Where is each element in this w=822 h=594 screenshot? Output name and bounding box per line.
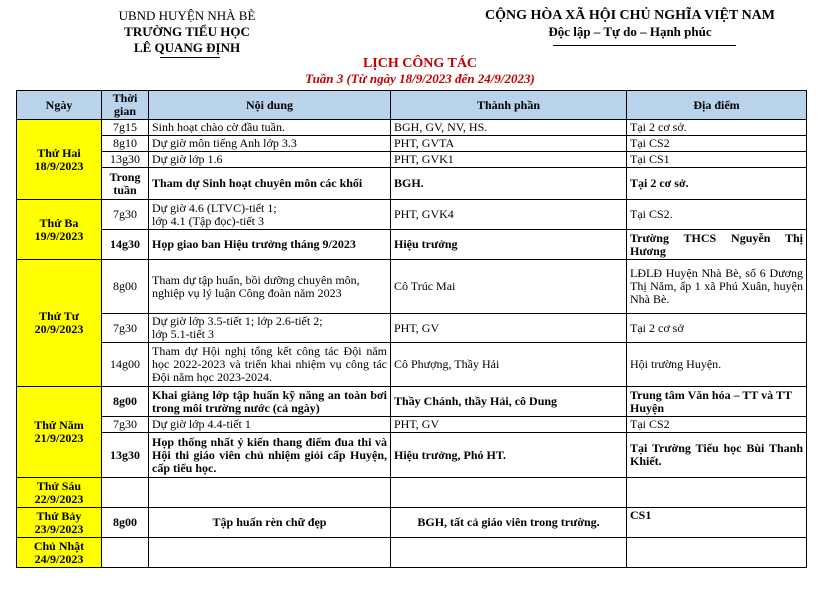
table-row (17, 136, 807, 152)
participants-cell: Hiệu trưởng, Phó HT. (391, 433, 627, 478)
table-row (17, 433, 807, 478)
time-cell: 8g00 (102, 387, 149, 417)
time-cell: 7g30 (102, 417, 149, 433)
col-header-location: Địa điểm (627, 91, 807, 120)
district-name: UBND HUYỆN NHÀ BÈ (118, 8, 256, 23)
content-cell: Dự giờ lớp 1.6 (149, 152, 391, 168)
time-cell: 7g15 (102, 120, 149, 136)
table-row (17, 230, 807, 260)
col-header-participants: Thành phần (391, 91, 627, 120)
time-cell: 8g00 (102, 260, 149, 314)
day-date: 20/9/2023 (34, 322, 84, 336)
time-cell: Trong tuần (102, 168, 149, 200)
participants-cell: Cô Trúc Mai (391, 260, 627, 314)
time-cell: 8g10 (102, 136, 149, 152)
document-title: LỊCH CÔNG TÁC (362, 56, 478, 71)
content-cell: Sinh hoạt chào cờ đầu tuần. (149, 120, 391, 136)
content-cell: Họp thống nhất ý kiến thang điểm đua thi và Hội thi giáo viên chủ nhiệm giỏi cấp Huyện, cấp tiểu học. (149, 433, 391, 478)
organization-block (92, 8, 282, 56)
location-cell: CS1 (627, 508, 807, 538)
participants-cell: PHT, GVK1 (391, 152, 627, 168)
document-week: Tuần 3 (Từ ngày 18/9/2023 đến 24/9/2023) (305, 71, 535, 86)
day-date: 21/9/2023 (34, 431, 84, 445)
location-cell: Hội trường Huyện. (627, 343, 807, 387)
schedule-table (16, 90, 807, 568)
content-cell: Tham dự Hội nghị tổng kết công tác Đội năm học 2022-2023 và triển khai nhiệm vụ công tác Đội năm học 2023-2024. (149, 343, 391, 387)
content-cell: Tham dự Sinh hoạt chuyên môn các khối (149, 168, 391, 200)
content-cell: Tham dự tập huấn, bồi dưỡng chuyên môn, nghiệp vụ lý luận Công đoàn năm 2023 (149, 260, 391, 314)
day-date: 23/9/2023 (34, 521, 84, 536)
time-cell (102, 538, 149, 568)
day-date: 18/9/2023 (34, 158, 84, 173)
location-cell: Trường THCS Nguyễn Thị Hương (627, 230, 807, 260)
day-name: Chủ Nhật (33, 538, 85, 553)
location-cell: Tại CS2. (627, 200, 807, 230)
day-date: 19/9/2023 (34, 228, 84, 243)
content-cell (149, 314, 391, 343)
participants-cell (391, 478, 627, 508)
table-row (17, 387, 807, 417)
table-header-row (17, 91, 807, 120)
content-cell (149, 478, 391, 508)
location-cell: Tại 2 cơ sở. (627, 120, 807, 136)
day-date: 24/9/2023 (34, 551, 84, 566)
time-cell: 13g30 (102, 433, 149, 478)
day-name: Thứ Bảy (36, 508, 82, 523)
content-cell: Khai giảng lớp tập huấn kỹ năng an toàn bơi trong môi trường nước (cả ngày) (149, 387, 391, 417)
content-cell (149, 538, 391, 568)
day-name: Thứ Tư (39, 309, 79, 323)
table-row (17, 168, 807, 200)
location-cell: Tại CS1 (627, 152, 807, 168)
time-cell: 7g30 (102, 200, 149, 230)
content-cell: Dự giờ môn tiếng Anh lớp 3.3 (149, 136, 391, 152)
location-cell: Tại 2 cơ sở. (627, 168, 807, 200)
time-cell: 8g00 (102, 508, 149, 538)
participants-cell (391, 538, 627, 568)
location-cell: Trung tâm Văn hóa – TT và TT Huyện (627, 387, 807, 417)
participants-cell: BGH, tất cả giáo viên trong trường. (391, 508, 627, 538)
table-row (17, 343, 807, 387)
table-row (17, 478, 807, 508)
table-row (17, 120, 807, 136)
motto-underline (553, 45, 736, 46)
participants-cell: BGH. (391, 168, 627, 200)
day-name: Thứ Sáu (36, 478, 82, 493)
location-cell: Tại 2 cơ sở (627, 314, 807, 343)
day-cell-saturday (17, 508, 102, 538)
table-row (17, 260, 807, 314)
day-cell-monday (17, 120, 102, 200)
time-cell: 13g30 (102, 152, 149, 168)
col-header-content: Nội dung (149, 91, 391, 120)
time-cell: 7g30 (102, 314, 149, 343)
national-block (470, 8, 790, 40)
table-row (17, 200, 807, 230)
participants-cell: Hiệu trưởng (391, 230, 627, 260)
content-cell: Họp giao ban Hiệu trưởng tháng 9/2023 (149, 230, 391, 260)
content-line: lớp 4.1 (Tập đọc)-tiết 3 (152, 213, 264, 228)
location-cell: LĐLĐ Huyện Nhà Bè, số 6 Dương Thị Năm, ấp 1 xã Phú Xuân, huyện Nhà Bè. (627, 260, 807, 314)
day-cell-friday (17, 478, 102, 508)
table-row (17, 508, 807, 538)
participants-cell: PHT, GVK4 (391, 200, 627, 230)
participants-cell: PHT, GV (391, 417, 627, 433)
content-line: Dự giờ lớp 3.5-tiết 1; lớp 2.6-tiết 2; (152, 314, 323, 328)
day-name: Thứ Ba (39, 215, 79, 230)
day-cell-wednesday (17, 260, 102, 387)
time-cell: 14g00 (102, 343, 149, 387)
table-row (17, 538, 807, 568)
time-cell: 14g30 (102, 230, 149, 260)
participants-cell: PHT, GV (391, 314, 627, 343)
day-date: 22/9/2023 (34, 491, 84, 506)
national-motto: Độc lập – Tự do – Hạnh phúc (548, 24, 712, 39)
school-name-underline (160, 57, 220, 58)
participants-cell: PHT, GVTA (391, 136, 627, 152)
participants-cell: BGH, GV, NV, HS. (391, 120, 627, 136)
content-line: lớp 5.1-tiết 3 (152, 327, 215, 341)
day-cell-thursday (17, 387, 102, 478)
day-cell-tuesday (17, 200, 102, 260)
participants-cell: Cô Phượng, Thầy Hải (391, 343, 627, 387)
day-name: Thứ Hai (37, 145, 81, 160)
school-type: TRƯỜNG TIỂU HỌC (124, 24, 250, 39)
col-header-day: Ngày (17, 91, 102, 120)
table-row (17, 152, 807, 168)
location-cell: Tại Trường Tiểu học Bùi Thanh Khiết. (627, 433, 807, 478)
time-cell (102, 478, 149, 508)
location-cell (627, 538, 807, 568)
table-row (17, 417, 807, 433)
content-line: Dự giờ 4.6 (LTVC)-tiết 1; (152, 200, 277, 215)
content-cell: Tập huấn rèn chữ đẹp (149, 508, 391, 538)
participants-cell: Thầy Chánh, thầy Hải, cô Dung (391, 387, 627, 417)
school-name: LÊ QUANG ĐỊNH (133, 40, 241, 55)
location-cell (627, 478, 807, 508)
location-cell: Tại CS2 (627, 417, 807, 433)
col-header-time: Thời gian (102, 91, 149, 120)
table-row (17, 314, 807, 343)
day-name: Thứ Năm (34, 418, 84, 432)
day-cell-sunday (17, 538, 102, 568)
national-title: CỘNG HÒA XÃ HỘI CHỦ NGHĨA VIỆT NAM (484, 8, 775, 23)
location-cell: Tại CS2 (627, 136, 807, 152)
content-cell (149, 200, 391, 230)
content-cell: Dự giờ lớp 4.4-tiết 1 (149, 417, 391, 433)
